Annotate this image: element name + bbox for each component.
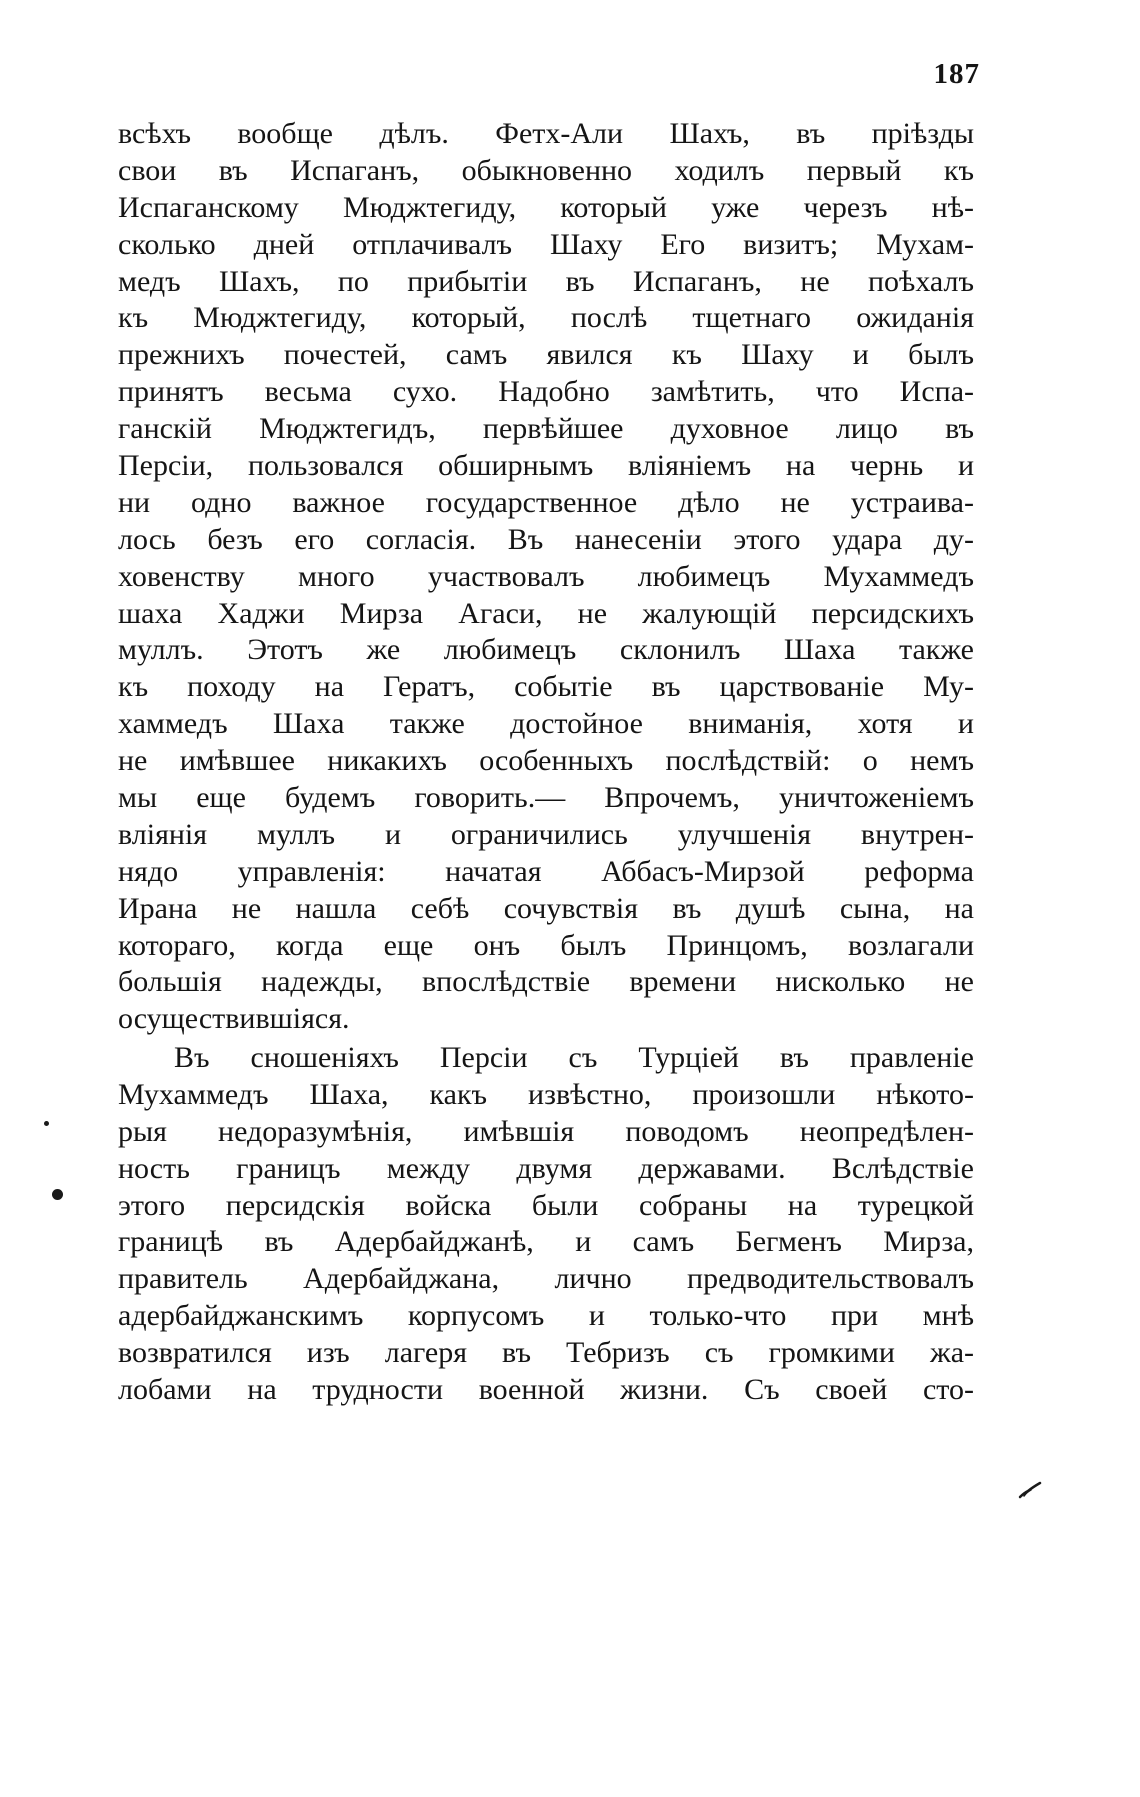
text-line: лобами на трудности военной жизни. Съ своей сто- — [118, 1373, 974, 1407]
text-line: принятъ весьма сухо. Надобно замѣтить, что Испа- — [118, 375, 974, 409]
text-line: ховенству много участвовалъ любимецъ Мухаммедъ — [118, 559, 974, 593]
text-line: ни одно важное государственное дѣло не устраива- — [118, 485, 974, 519]
text-line: муллъ. Этотъ же любимецъ склонилъ Шаха также — [118, 633, 974, 667]
paragraph-2 — [118, 1040, 974, 1409]
text-line: прежнихъ почестей, самъ явился къ Шаху и былъ — [118, 338, 974, 372]
text-line: Ирана не нашла себѣ сочувствія въ душѣ сына, на — [118, 891, 974, 925]
text-line: осуществившіяся. — [118, 1002, 350, 1036]
paragraph-1 — [118, 116, 974, 1038]
text-line: Испаганскому Мюджтегиду, который уже черезъ нѣ- — [118, 190, 974, 224]
text-line: ность границъ между двумя державами. Вслѣдствіе — [118, 1151, 974, 1185]
text-line: лось безъ его согласія. Въ нанесеніи этого удара ду- — [118, 522, 974, 556]
text-line: котораго, когда еще онъ былъ Принцомъ, возлагали — [118, 928, 974, 962]
margin-bullet-mark — [52, 1189, 63, 1200]
text-line: не имѣвшее никакихъ особенныхъ послѣдствій: о немъ — [118, 744, 974, 778]
text-line: рыя недоразумѣнія, имѣвшія поводомъ неопредѣлен- — [118, 1114, 974, 1148]
page-number: 187 — [933, 58, 980, 90]
text-line: сколько дней отплачивалъ Шаху Его визитъ; Мухам- — [118, 227, 974, 261]
text-line: мы еще будемъ говорить.— Впрочемъ, уничтоженіемъ — [118, 781, 974, 815]
margin-pen-stroke-mark — [1018, 1481, 1042, 1499]
text-line: вліянія муллъ и ограничились улучшенія внутрен- — [118, 817, 974, 851]
text-line: правитель Адербайджана, лично предводительствовалъ — [118, 1262, 974, 1296]
text-line: хаммедъ Шаха также достойное вниманія, хотя и — [118, 707, 974, 741]
text-line: адербайджанскимъ корпусомъ и только-что при мнѣ — [118, 1299, 974, 1333]
margin-dot-mark — [44, 1121, 49, 1126]
text-line: всѣхъ вообще дѣлъ. Фетх-Али Шахъ, въ пріѣзды — [118, 117, 974, 150]
text-line: возвратился изъ лагеря въ Тебризъ съ громкими жа- — [118, 1336, 974, 1370]
text-line: Персіи, пользовался обширнымъ вліяніемъ на чернь и — [118, 449, 974, 483]
text-line: Въ сношеніяхъ Персіи съ Турціей въ правленіе — [174, 1041, 974, 1074]
text-line: къ походу на Гератъ, событіе въ царствованіе Му- — [118, 670, 974, 704]
text-line: свои въ Испаганъ, обыкновенно ходилъ первый къ — [118, 153, 974, 187]
text-line: большія надежды, впослѣдствіе времени нисколько не — [118, 965, 974, 999]
text-line: медъ Шахъ, по прибытіи въ Испаганъ, не поѣхалъ — [118, 264, 974, 298]
text-line: нядо управленія: начатая Аббасъ-Мирзой реформа — [118, 854, 974, 888]
text-line: ганскій Мюджтегидъ, первѣйшее духовное лицо въ — [118, 412, 974, 446]
text-line: Мухаммедъ Шаха, какъ извѣстно, произошли нѣкото- — [118, 1077, 974, 1111]
text-line: шаха Хаджи Мирза Агаси, не жалующій персидскихъ — [118, 596, 974, 630]
text-line: къ Мюджтегиду, который, послѣ тщетнаго ожиданія — [118, 301, 974, 335]
text-line: границѣ въ Адербайджанѣ, и самъ Бегменъ Мирза, — [118, 1225, 974, 1259]
text-line: этого персидскія войска были собраны на турецкой — [118, 1188, 974, 1222]
